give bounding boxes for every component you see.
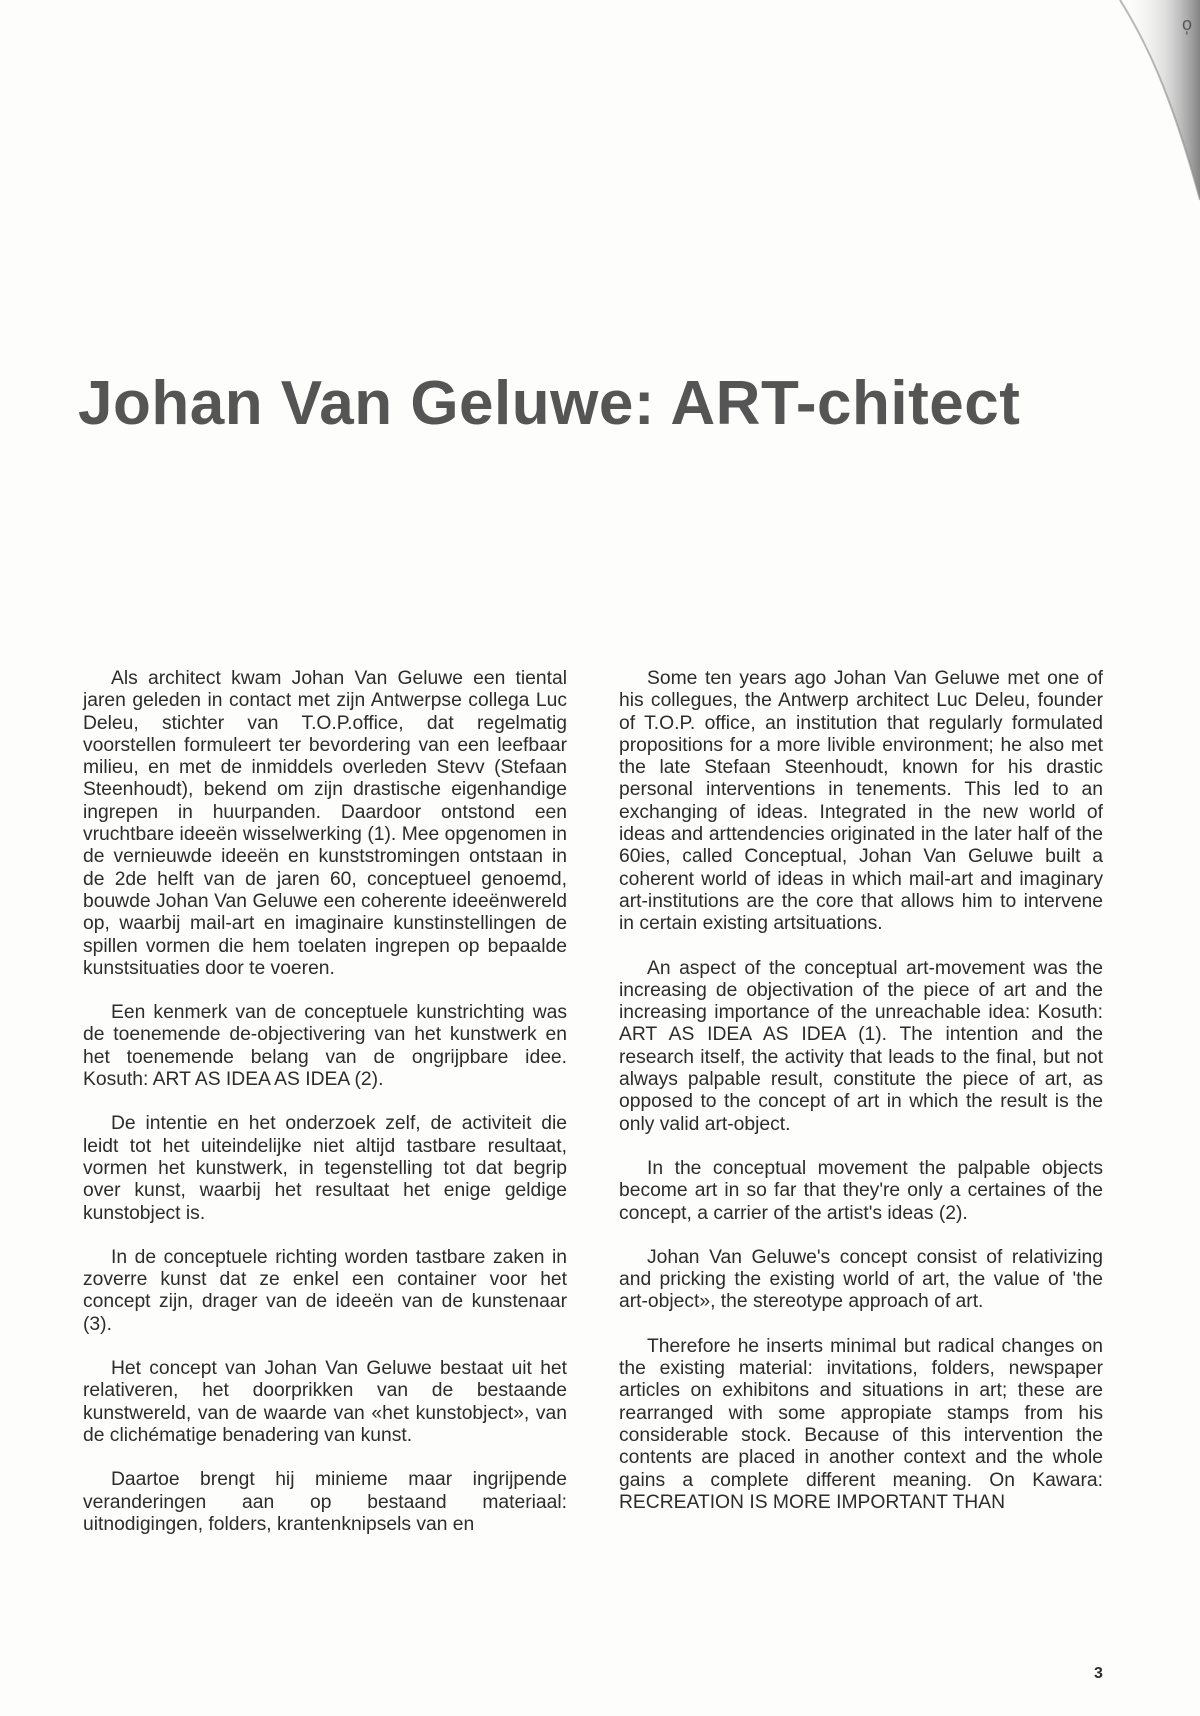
paragraph: Some ten years ago Johan Van Geluwe met one of his collegues, the Antwerp architect Luc Deleu, founder of T.O.P. office, an institution that regularly formulated propositions for a more livible environment; he also met the late Stefaan Steenhoudt, known for his drastic personal interventions in tenements. This led to an exchanging of ideas. Integrated in the new world of ideas and arttendencies originated in the later half of the 60ies, called Conceptual, Johan Van Geluwe built a coherent world of ideas in which mail-art and imaginary art-institutions are the core that allows him to intervene in certain existing artsituations.: [619, 668, 1103, 935]
paragraph: An aspect of the conceptual art-movement was the increasing de objectivation of the piece of art and the increasing importance of the unreachable idea: Kosuth: ART AS IDEA AS IDEA (1). The intention and the research itself, the activity that leads to the final, but not always palpable result, constitute the piece of art, as opposed to the concept of art in which the result is the only valid art-object.: [619, 957, 1103, 1135]
paragraph: Een kenmerk van de conceptuele kunstrichting was de toenemende de-objectivering van het kunstwerk en het toenemende belang van de ongrijpbare idee. Kosuth: ART AS IDEA AS IDEA (2).: [83, 1002, 567, 1091]
page-fold-shadow: [1060, 0, 1200, 260]
paragraph: In de conceptuele richting worden tastbare zaken in zoverre kunst dat ze enkel een container voor het concept zijn, drager van de ideeën van de kunstenaar (3).: [83, 1246, 567, 1335]
page-number: 3: [1094, 1665, 1103, 1682]
paragraph: Johan Van Geluwe's concept consist of relativizing and pricking the existing world of art, the value of 'the art-object», the stereotype approach of art.: [619, 1246, 1103, 1313]
paragraph: Als architect kwam Johan Van Geluwe een tiental jaren geleden in contact met zijn Antwerpse collega Luc Deleu, stichter van T.O.P.office, dat regelmatig voorstellen formuleert ter bevordering van een leefbaar milieu, en met de inmiddels overleden Stevv (Stefaan Steenhoudt), bekend om zijn drastische eigenhandige ingrepen in huurpanden. Daardoor ontstond een vruchtbare ideeën wisselwerking (1). Mee opgenomen in de vernieuwde ideeën en kunststromingen ontstaan in de 2de helft van de jaren 60, conceptueel genoemd, bouwde Johan Van Geluwe een coherente ideeënwereld op, waarbij mail-art en imaginaire kunstinstellingen de spillen vormen die hem toelaten ingrepen op bepaalde kunstsituaties door te voeren.: [83, 668, 567, 979]
paragraph: In the conceptual movement the palpable objects become art in so far that they're only a certaines of the concept, a carrier of the artist's ideas (2).: [619, 1157, 1103, 1224]
corner-mark: o̩: [1181, 14, 1192, 34]
article-title: Johan Van Geluwe: ART-chitect: [78, 369, 1021, 438]
paragraph: De intentie en het onderzoek zelf, de activiteit die leidt tot het uiteindelijke niet altijd tastbare resultaat, vormen het kunstwerk, in tegenstelling tot dat begrip over kunst, waarbij het resultaat het enige geldige kunstobject is.: [83, 1113, 567, 1224]
english-text-column: [619, 668, 1103, 1536]
paragraph: Daartoe brengt hij minieme maar ingrijpende veranderingen aan op bestaand materiaal: uitnodigingen, folders, krantenknipsels van en: [83, 1469, 567, 1535]
paragraph: Het concept van Johan Van Geluwe bestaat uit het relativeren, het doorprikken van de bestaande kunstwereld, van de waarde van «het kunstobject», van de clichématige benadering van kunst.: [83, 1358, 567, 1446]
dutch-text-column: [83, 668, 567, 1558]
paragraph: Therefore he inserts minimal but radical changes on the existing material: invitations, folders, newspaper articles on exhibitons and situations in art; these are rearranged with some appropiate stamps from his considerable stock. Because of this intervention the contents are placed in another context and the whole gains a complete different meaning. On Kawara: RECREATION IS MORE IMPORTANT THAN: [619, 1335, 1103, 1513]
